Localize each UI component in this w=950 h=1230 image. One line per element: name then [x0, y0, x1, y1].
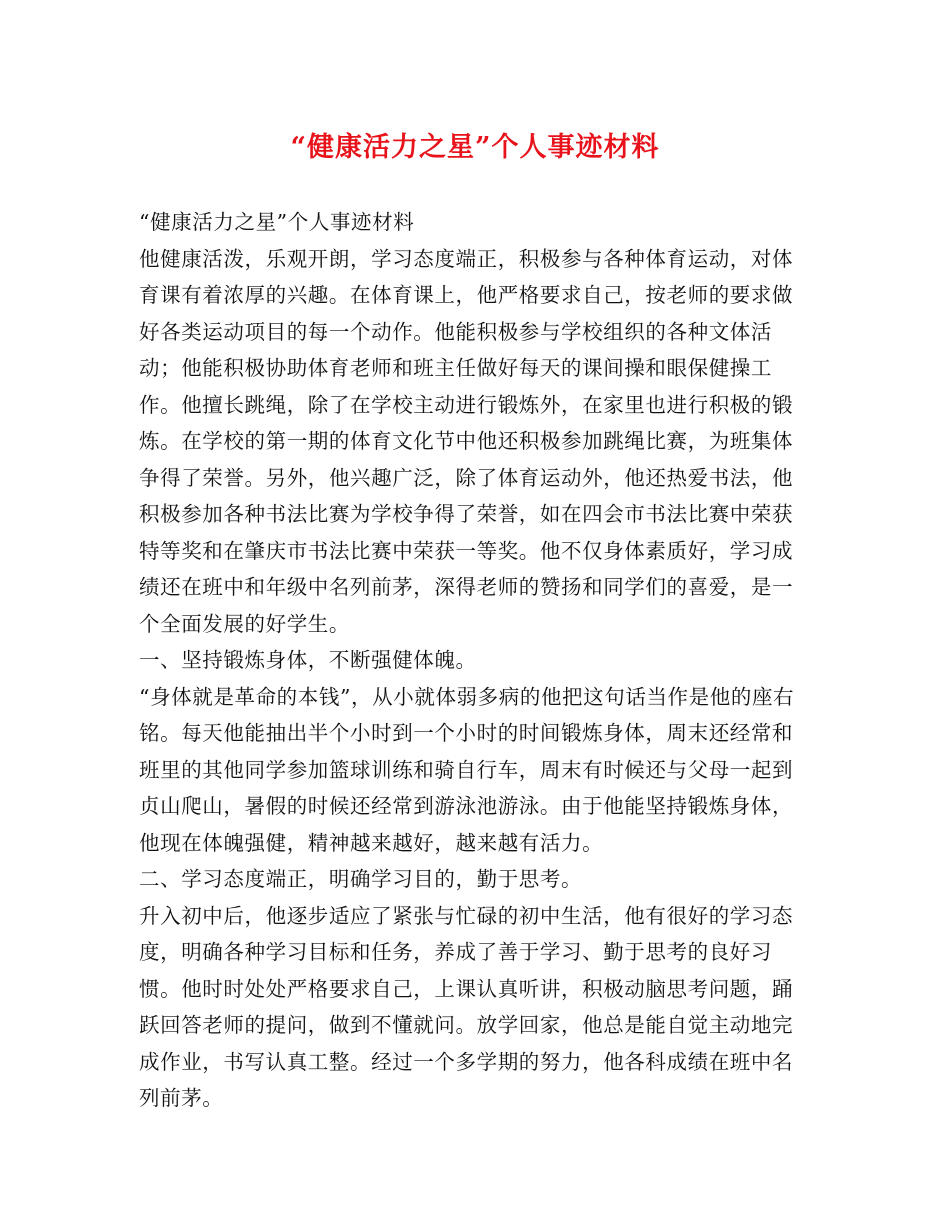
- intro-paragraph: 他健康活泼，乐观开朗，学习态度端正，积极参与各种体育运动，对体育课有着浓厚的兴趣。在体育课上，他严格要求自己，按老师的要求做好各类运动项目的每一个动作。他能积极参与学校组织的各种文体活动；他能积极协助体育老师和班主任做好每天的课间操和眼保健操工作。他擅长跳绳，除了在学校主动进行锻炼外，在家里也进行积极的锻炼。在学校的第一期的体育文化节中他还积极参加跳绳比赛，为班集体争得了荣誉。另外，他兴趣广泛，除了体育运动外，他还热爱书法，他积极参加各种书法比赛为学校争得了荣誉，如在四会市书法比赛中荣获特等奖和在肇庆市书法比赛中荣获一等奖。他不仅身体素质好，学习成绩还在班中和年级中名列前茅，深得老师的赞扬和同学们的喜爱，是一个全面发展的好学生。: [139, 246, 794, 636]
- section-heading-2: 二、学习态度端正，明确学习目的，勤于思考。: [139, 867, 583, 891]
- section-2-paragraph: 升入初中后，他逐步适应了紧张与忙碌的初中生活，他有很好的学习态度，明确各种学习目标和任务，养成了善于学习、勤于思考的良好习惯。他时时处处严格要求自己，上课认真听讲，积极动脑思考问题，踊跃回答老师的提问，做到不懂就问。放学回家，他总是能自觉主动地完成作业，书写认真工整。经过一个多学期的努力，他各科成绩在班中名列前茅。: [139, 903, 794, 1110]
- document-title: “健康活力之星”个人事迹材料: [290, 132, 660, 163]
- section-heading-1: 一、坚持锻炼身体，不断强健体魄。: [139, 648, 477, 672]
- section-1-paragraph: “身体就是革命的本钱”，从小就体弱多病的他把这句话当作是他的座右铭。每天他能抽出半个小时到一个小时的时间锻炼身体，周末还经常和班里的其他同学参加篮球训练和骑自行车，周末有时候还与父母一起到贞山爬山，暑假的时候还经常到游泳池游泳。由于他能坚持锻炼身体，他现在体魄强健，精神越来越好，越来越有活力。: [139, 684, 795, 855]
- document-body: [139, 204, 814, 1117]
- subtitle-paragraph: “健康活力之星”个人事迹材料: [139, 210, 415, 234]
